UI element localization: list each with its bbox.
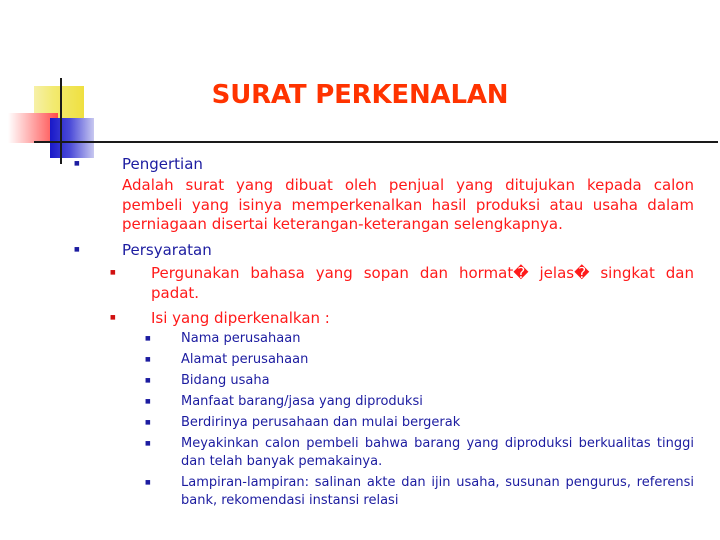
square-bullet-icon: ■ xyxy=(145,356,151,363)
definition-paragraph: Adalah surat yang dibuat oleh penjual yang ditujukan kepada calon pembeli yang isinya memperkenalkan hasil produksi atau usaha dalam perniagaan disertai keterangan-keterangan selengkapnya. xyxy=(122,176,694,233)
square-bullet-icon: ■ xyxy=(74,246,80,253)
square-bullet-icon: ■ xyxy=(145,440,151,447)
square-bullet-icon: ■ xyxy=(145,335,151,342)
square-bullet-icon: ■ xyxy=(110,269,116,276)
square-bullet-icon: ■ xyxy=(74,160,80,167)
square-bullet-icon: ■ xyxy=(145,398,151,405)
blue-square-icon xyxy=(50,118,94,158)
square-bullet-icon: ■ xyxy=(145,419,151,426)
title-underline xyxy=(34,141,718,143)
square-bullet-icon: ■ xyxy=(145,479,151,486)
section-heading: Pengertian xyxy=(122,155,203,173)
section-heading: Persyaratan xyxy=(122,241,212,259)
square-bullet-icon: ■ xyxy=(145,377,151,384)
square-bullet-icon: ■ xyxy=(110,314,116,321)
slide-title: SURAT PERKENALAN xyxy=(211,80,509,110)
